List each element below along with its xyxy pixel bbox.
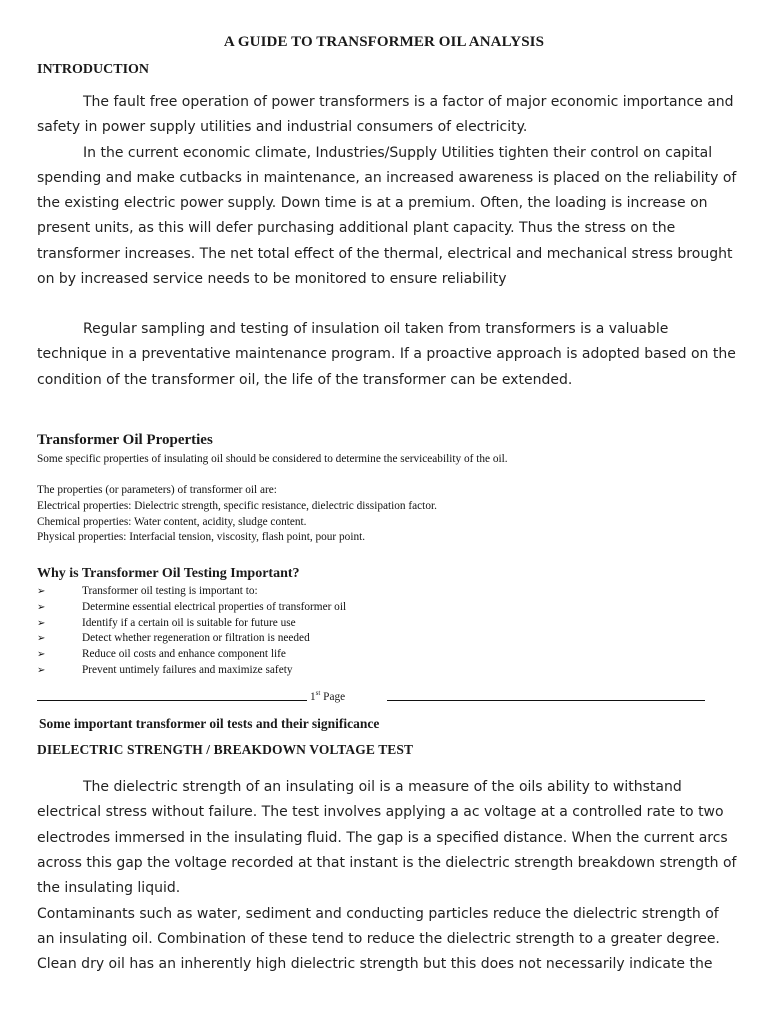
- arrow-bullet-icon: ➢: [37, 601, 46, 613]
- dielectric-paragraph-2: Contaminants such as water, sediment and conducting particles reduce the dielectric strength of an insulating oil. Combination of these tend to reduce the dielectric strength to a greater degree. Clean dry oil has an inherently high dielectric strength but this does not necessarily indicate the: [37, 905, 720, 973]
- introduction-paragraph-2: In the current economic climate, Industries/Supply Utilities tighten their control on capital spending and make cutbacks in maintenance, an increased awareness is placed on the reliability of the existing electric power supply. Down time is at a premium. Often, the loading is increase on present units, as this will defer purchasing additional plant capacity. Thus the stress on the transformer increases. The net total effect of the thermal, electrical and mechanical stress brought on by increased service needs to be monitored to ensure reliability: [37, 144, 737, 287]
- dielectric-paragraph-1: The dielectric strength of an insulating oil is a measure of the oils ability to withstand electrical stress without failure. The test involves applying a ac voltage at a controlled rate to two electrodes immersed in the insulating fluid. The gap is a specified distance. When the current arcs across this gap the voltage recorded at that instant is the dielectric strength breakdown strength of the insulating liquid.: [37, 779, 737, 897]
- divider: [387, 700, 705, 701]
- arrow-bullet-icon: ➢: [37, 649, 46, 661]
- properties-chemical: Chemical properties: Water content, acidity, sludge content.: [37, 515, 307, 528]
- page-marker: [37, 689, 705, 705]
- dielectric-heading: DIELECTRIC STRENGTH / BREAKDOWN VOLTAGE TEST: [37, 742, 414, 757]
- properties-heading: Transformer Oil Properties: [37, 432, 213, 448]
- introduction-paragraph-3: Regular sampling and testing of insulation oil taken from transformers is a valuable technique in a preventative maintenance program. If a proactive approach is adopted based on the condition of the transformer oil, the life of the transformer can be extended.: [37, 321, 736, 388]
- page-label: 1st Page: [310, 689, 346, 703]
- why-testing-list: [37, 584, 346, 679]
- tests-heading: Some important transformer oil tests and their significance: [39, 716, 380, 731]
- arrow-bullet-icon: ➢: [37, 586, 46, 597]
- divider: [37, 700, 307, 701]
- list-item: ➢ Identify if a certain oil is suitable for future use: [37, 616, 346, 632]
- document-title: A GUIDE TO TRANSFORMER OIL ANALYSIS: [223, 34, 545, 50]
- list-item: ➢ Determine essential electrical properties of transformer oil: [37, 600, 346, 616]
- list-item: ➢ Transformer oil testing is important to:: [37, 584, 346, 600]
- arrow-bullet-icon: ➢: [37, 664, 46, 676]
- properties-list-intro: The properties (or parameters) of transformer oil are:: [37, 484, 277, 496]
- list-item: ➢ Detect whether regeneration or filtration is needed: [37, 631, 346, 647]
- list-item: ➢ Reduce oil costs and enhance component life: [37, 647, 346, 663]
- introduction-paragraph-1: The fault free operation of power transformers is a factor of major economic importance and safety in power supply utilities and industrial consumers of electricity.: [37, 94, 734, 136]
- why-testing-heading: Why is Transformer Oil Testing Important?: [37, 566, 300, 581]
- arrow-bullet-icon: ➢: [37, 617, 46, 629]
- properties-intro: Some specific properties of insulating oil should be considered to determine the serviceability of the oil.: [37, 453, 508, 465]
- list-item: ➢ Prevent untimely failures and maximize safety: [37, 663, 346, 679]
- introduction-heading: INTRODUCTION: [37, 62, 150, 77]
- arrow-bullet-icon: ➢: [37, 633, 46, 645]
- properties-physical: Physical properties: Interfacial tension, viscosity, flash point, pour point.: [37, 531, 366, 543]
- properties-electrical: Electrical properties: Dielectric strength, specific resistance, dielectric dissipation factor.: [37, 500, 437, 512]
